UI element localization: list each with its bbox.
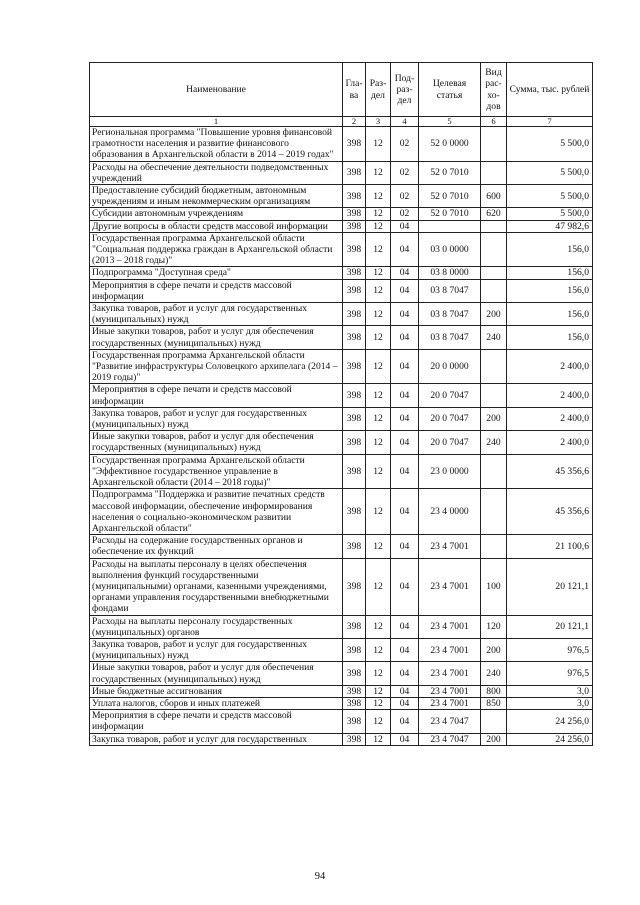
column-number: 3 [366,117,391,127]
cell-vid: 620 [481,208,507,220]
cell-statya: 52 0 7010 [419,161,481,184]
header-podrazdel: Под- раз- дел [391,63,419,117]
cell-summa: 976,5 [507,662,593,685]
cell-vid: 800 [481,685,507,697]
cell-vid: 200 [481,303,507,326]
cell-glava: 398 [343,685,366,697]
cell-statya: 23 4 7001 [419,685,481,697]
cell-glava: 398 [343,615,366,638]
cell-podrazdel: 04 [391,220,419,232]
cell-glava: 398 [343,535,366,558]
cell-name: Мероприятия в сфере печати и средств массовой информации [90,279,343,302]
cell-razdel: 12 [366,232,391,267]
cell-name: Закупка товаров, работ и услуг для государственных [90,733,343,745]
cell-statya: 23 4 7001 [419,697,481,709]
cell-name: Уплата налогов, сборов и иных платежей [90,697,343,709]
cell-vid [481,454,507,489]
cell-name: Расходы на выплаты персоналу в целях обеспечения выполнения функций государственными (муниципальными) органами, казенными учреждениями, органами управления государственными внебюджетными фондами [90,558,343,615]
cell-name: Расходы на обеспечение деятельности подведомственных учреждений [90,161,343,184]
cell-vid: 120 [481,615,507,638]
cell-razdel: 12 [366,349,391,384]
cell-razdel: 12 [366,267,391,279]
cell-glava: 398 [343,267,366,279]
cell-name: Государственная программа Архангельской области "Эффективное государственное управление в Архангельской области (2014 – 2018 годы)" [90,454,343,489]
cell-vid [481,384,507,407]
cell-vid [481,535,507,558]
table-row [90,267,593,279]
cell-summa: 24 256,0 [507,710,593,733]
cell-name: Мероприятия в сфере печати и средств массовой информации [90,710,343,733]
table-row [90,407,593,430]
cell-glava: 398 [343,407,366,430]
cell-statya: 20 0 7047 [419,407,481,430]
cell-summa: 20 121,1 [507,615,593,638]
cell-razdel: 12 [366,685,391,697]
cell-glava: 398 [343,431,366,454]
cell-name: Подпрограмма "Доступная среда" [90,267,343,279]
header-summa: Сумма, тыс. рублей [507,63,593,117]
cell-name: Иные закупки товаров, работ и услуг для обеспечения государственных (муниципальных) нужд [90,431,343,454]
cell-summa: 3,0 [507,697,593,709]
cell-razdel: 12 [366,208,391,220]
cell-summa: 5 500,0 [507,127,593,162]
cell-razdel: 12 [366,161,391,184]
cell-vid: 850 [481,697,507,709]
header-statya: Целевая статья [419,63,481,117]
cell-glava: 398 [343,127,366,162]
cell-razdel: 12 [366,454,391,489]
cell-podrazdel: 02 [391,127,419,162]
table-row [90,303,593,326]
budget-table [89,62,593,746]
cell-name: Региональная программа "Повышение уровня финансовой грамотности населения и развитие финансового образования в Архангельской области в 2014 – 2019 годах" [90,127,343,162]
cell-podrazdel: 04 [391,279,419,302]
cell-glava: 398 [343,489,366,535]
cell-summa: 2 400,0 [507,431,593,454]
table-row [90,489,593,535]
cell-statya: 23 4 7001 [419,662,481,685]
cell-razdel: 12 [366,384,391,407]
cell-name: Государственная программа Архангельской области "Социальная поддержка граждан в Архангельской области (2013 – 2018 годы)" [90,232,343,267]
cell-statya: 03 8 7047 [419,303,481,326]
cell-podrazdel: 04 [391,535,419,558]
cell-razdel: 12 [366,407,391,430]
cell-razdel: 12 [366,662,391,685]
table-body [90,127,593,746]
cell-summa: 20 121,1 [507,558,593,615]
cell-summa: 976,5 [507,638,593,661]
cell-vid: 100 [481,558,507,615]
table-header-row [90,63,593,117]
cell-summa: 21 100,6 [507,535,593,558]
column-number: 1 [90,117,343,127]
cell-name: Закупка товаров, работ и услуг для государственных (муниципальных) нужд [90,638,343,661]
cell-podrazdel: 04 [391,558,419,615]
cell-summa: 45 356,6 [507,489,593,535]
cell-summa: 2 400,0 [507,407,593,430]
cell-vid [481,220,507,232]
table-row [90,185,593,208]
cell-summa: 3,0 [507,685,593,697]
cell-razdel: 12 [366,127,391,162]
table-row [90,662,593,685]
cell-name: Расходы на содержание государственных органов и обеспечение их функций [90,535,343,558]
cell-glava: 398 [343,638,366,661]
header-vid: Вид рас- хо- дов [481,63,507,117]
cell-podrazdel: 04 [391,303,419,326]
column-number: 6 [481,117,507,127]
cell-razdel: 12 [366,710,391,733]
cell-name: Расходы на выплаты персоналу государственных (муниципальных) органов [90,615,343,638]
cell-glava: 398 [343,232,366,267]
cell-podrazdel: 04 [391,710,419,733]
cell-vid: 240 [481,431,507,454]
table-row [90,431,593,454]
cell-statya: 52 0 7010 [419,185,481,208]
cell-podrazdel: 04 [391,349,419,384]
cell-statya: 03 8 7047 [419,279,481,302]
cell-podrazdel: 04 [391,662,419,685]
cell-name: Подпрограмма "Поддержка и развитие печатных средств массовой информации, обеспечение информирования населения о социально-экономическом развитии Архангельской области" [90,489,343,535]
cell-glava: 398 [343,208,366,220]
cell-razdel: 12 [366,489,391,535]
cell-vid [481,710,507,733]
cell-podrazdel: 04 [391,638,419,661]
cell-name: Государственная программа Архангельской области "Развитие инфраструктуры Соловецкого архипелага (2014 – 2019 годы)" [90,349,343,384]
cell-razdel: 12 [366,326,391,349]
cell-vid: 200 [481,638,507,661]
table-row [90,535,593,558]
cell-razdel: 12 [366,535,391,558]
cell-vid [481,267,507,279]
cell-podrazdel: 02 [391,161,419,184]
cell-razdel: 12 [366,615,391,638]
cell-vid [481,279,507,302]
table-row [90,220,593,232]
cell-statya: 52 0 7010 [419,208,481,220]
cell-name: Мероприятия в сфере печати и средств массовой информации [90,384,343,407]
table-row [90,127,593,162]
cell-vid [481,349,507,384]
cell-name: Закупка товаров, работ и услуг для государственных (муниципальных) нужд [90,303,343,326]
column-number: 5 [419,117,481,127]
cell-summa: 2 400,0 [507,384,593,407]
cell-podrazdel: 04 [391,615,419,638]
cell-statya: 23 4 0000 [419,489,481,535]
page-number: 94 [314,871,326,882]
cell-vid: 600 [481,185,507,208]
cell-glava: 398 [343,185,366,208]
column-number: 2 [343,117,366,127]
cell-statya: 23 4 7047 [419,733,481,745]
table-row [90,349,593,384]
cell-glava: 398 [343,326,366,349]
cell-podrazdel: 04 [391,685,419,697]
cell-podrazdel: 04 [391,384,419,407]
cell-summa: 5 500,0 [507,161,593,184]
cell-podrazdel: 04 [391,733,419,745]
cell-name: Иные закупки товаров, работ и услуг для обеспечения государственных (муниципальных) нужд [90,662,343,685]
column-number: 7 [507,117,593,127]
cell-podrazdel: 02 [391,185,419,208]
cell-razdel: 12 [366,558,391,615]
cell-summa: 24 256,0 [507,733,593,745]
cell-podrazdel: 02 [391,208,419,220]
cell-statya: 23 4 7001 [419,638,481,661]
cell-podrazdel: 04 [391,232,419,267]
cell-summa: 47 982,6 [507,220,593,232]
table-row [90,697,593,709]
cell-vid: 200 [481,407,507,430]
table-row [90,615,593,638]
cell-glava: 398 [343,662,366,685]
cell-glava: 398 [343,733,366,745]
cell-statya [419,220,481,232]
cell-podrazdel: 04 [391,697,419,709]
table-row [90,208,593,220]
cell-vid [481,161,507,184]
cell-statya: 23 4 7001 [419,535,481,558]
cell-summa: 45 356,6 [507,454,593,489]
cell-razdel: 12 [366,185,391,208]
cell-glava: 398 [343,710,366,733]
cell-name: Субсидии автономным учреждениям [90,208,343,220]
cell-statya: 20 0 0000 [419,349,481,384]
cell-statya: 23 4 7047 [419,710,481,733]
cell-name: Предоставление субсидий бюджетным, автономным учреждениям и иным некоммерческим организациям [90,185,343,208]
cell-summa: 156,0 [507,279,593,302]
table-row [90,638,593,661]
cell-podrazdel: 04 [391,489,419,535]
cell-podrazdel: 04 [391,431,419,454]
cell-vid: 200 [481,733,507,745]
cell-glava: 398 [343,384,366,407]
cell-podrazdel: 04 [391,454,419,489]
cell-summa: 156,0 [507,267,593,279]
cell-vid [481,232,507,267]
cell-name: Другие вопросы в области средств массовой информации [90,220,343,232]
cell-glava: 398 [343,279,366,302]
cell-podrazdel: 04 [391,326,419,349]
table-row [90,733,593,745]
header-name: Наименование [90,63,343,117]
cell-summa: 156,0 [507,303,593,326]
cell-name: Иные бюджетные ассигнования [90,685,343,697]
table-row [90,454,593,489]
cell-razdel: 12 [366,303,391,326]
cell-glava: 398 [343,220,366,232]
cell-statya: 20 0 7047 [419,384,481,407]
cell-statya: 52 0 0000 [419,127,481,162]
cell-glava: 398 [343,161,366,184]
cell-summa: 156,0 [507,232,593,267]
table-row [90,710,593,733]
cell-razdel: 12 [366,220,391,232]
header-glava: Гла- ва [343,63,366,117]
table-row [90,685,593,697]
table-row [90,558,593,615]
header-razdel: Раз- дел [366,63,391,117]
cell-vid: 240 [481,326,507,349]
cell-summa: 156,0 [507,326,593,349]
cell-name: Иные закупки товаров, работ и услуг для обеспечения государственных (муниципальных) нужд [90,326,343,349]
cell-glava: 398 [343,349,366,384]
column-number-row [90,117,593,127]
cell-statya: 03 8 0000 [419,267,481,279]
cell-statya: 03 0 0000 [419,232,481,267]
cell-razdel: 12 [366,279,391,302]
cell-statya: 20 0 7047 [419,431,481,454]
cell-podrazdel: 04 [391,407,419,430]
cell-razdel: 12 [366,733,391,745]
cell-podrazdel: 04 [391,267,419,279]
cell-glava: 398 [343,558,366,615]
cell-statya: 23 4 7001 [419,615,481,638]
cell-glava: 398 [343,303,366,326]
cell-glava: 398 [343,697,366,709]
cell-glava: 398 [343,454,366,489]
column-number: 4 [391,117,419,127]
cell-vid: 240 [481,662,507,685]
cell-statya: 03 8 7047 [419,326,481,349]
cell-summa: 5 500,0 [507,185,593,208]
cell-name: Закупка товаров, работ и услуг для государственных (муниципальных) нужд [90,407,343,430]
cell-statya: 23 4 7001 [419,558,481,615]
cell-summa: 2 400,0 [507,349,593,384]
table-row [90,161,593,184]
table-row [90,384,593,407]
cell-statya: 23 0 0000 [419,454,481,489]
cell-razdel: 12 [366,431,391,454]
cell-razdel: 12 [366,697,391,709]
table-row [90,232,593,267]
cell-vid [481,127,507,162]
cell-razdel: 12 [366,638,391,661]
cell-summa: 5 500,0 [507,208,593,220]
table-row [90,279,593,302]
table-row [90,326,593,349]
cell-vid [481,489,507,535]
